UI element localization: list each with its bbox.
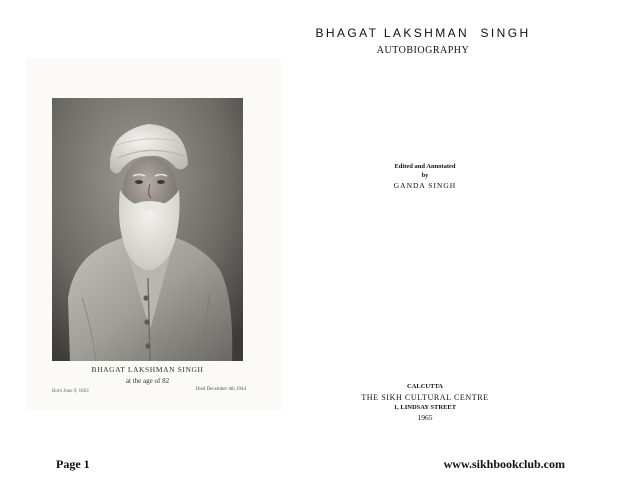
publisher-city: CALCUTTA — [407, 383, 443, 390]
book-title: BHAGAT LAKSHMAN SINGH — [315, 26, 531, 40]
by-line: by — [421, 172, 429, 179]
edited-annotated-line: Edited and Annotated — [394, 163, 456, 170]
book-subtitle: AUTOBIOGRAPHY — [376, 45, 470, 56]
page-number: Page 1 — [56, 457, 90, 471]
site-url-link[interactable]: www.sikhbookclub.com — [443, 457, 565, 471]
publisher-address: 1, LINDSAY STREET — [393, 404, 457, 411]
editor-name: GANDA SINGH — [393, 181, 457, 190]
portrait-photo — [52, 98, 243, 361]
portrait-caption-died: Died December 4th 1944 — [195, 387, 246, 392]
publication-year: 1965 — [417, 413, 433, 422]
publisher-name: THE SIKH CULTURAL CENTRE — [361, 393, 489, 402]
portrait-caption-age: at the age of 82 — [125, 377, 170, 385]
portrait-caption-born: Born June 9, 1863 — [52, 389, 89, 394]
portrait-caption-name: BHAGAT LAKSHMAN SINGH — [91, 365, 204, 374]
portrait-image — [52, 98, 243, 361]
